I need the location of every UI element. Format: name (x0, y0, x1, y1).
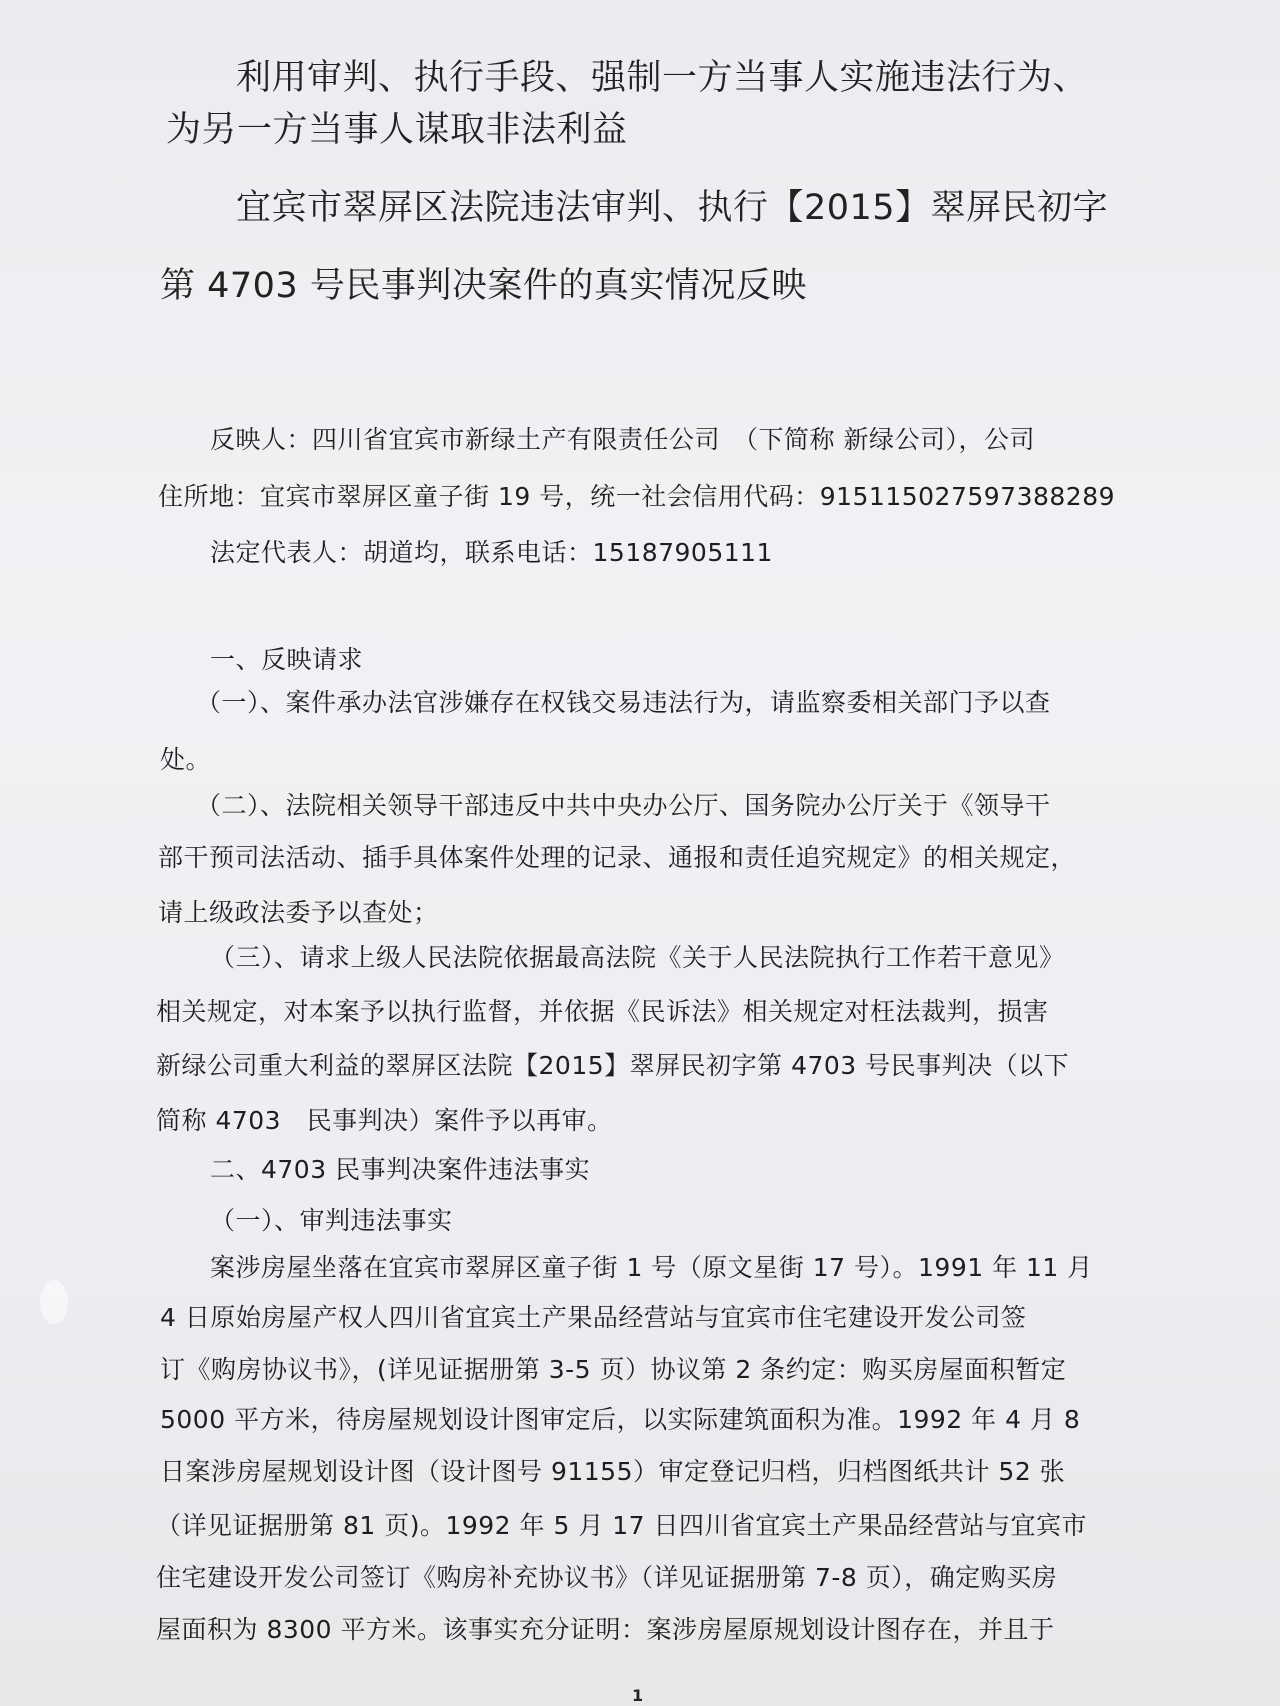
section1-item1-line1: （一）、案件承办法官涉嫌存在权钱交易违法行为，请监察委相关部门予以查 (196, 688, 1051, 717)
section2-sub1: （一）、审判违法事实 (210, 1206, 453, 1235)
section1-item3-line2: 相关规定，对本案予以执行监督，并依据《民诉法》相关规定对枉法裁判，损害 (156, 997, 1049, 1026)
section1-item2-line3: 请上级政法委予以查处； (158, 898, 439, 927)
section2-para-line-3: 订《购房协议书》，(详见证据册第 3-5 页）协议第 2 条约定：购买房屋面积暂定 (160, 1355, 1067, 1384)
section2-para-line-2: 4 日原始房屋产权人四川省宜宾土产果品经营站与宜宾市住宅建设开发公司签 (160, 1303, 1027, 1332)
section2-para-line-6: （详见证据册第 81 页)。1992 年 5 月 17 日四川省宜宾土产果品经营站与宜宾市 (156, 1511, 1088, 1540)
title-line-1: 利用审判、执行手段、强制一方当事人实施违法行为、 (236, 58, 1089, 98)
reporter-line-1: 反映人：四川省宜宾市新绿土产有限责任公司 （下简称 新绿公司），公司 (210, 425, 1035, 454)
section1-item1-line2: 处。 (160, 745, 212, 774)
section2-heading: 二、4703 民事判决案件违法事实 (210, 1155, 591, 1184)
section2-para-line-1: 案涉房屋坐落在宜宾市翠屏区童子街 1 号（原文星街 17 号）。1991 年 11 月 (210, 1253, 1093, 1282)
section1-item2-line2: 部干预司法活动、插手具体案件处理的记录、通报和责任追究规定》的相关规定， (158, 843, 1077, 872)
reporter-line-3: 法定代表人：胡道均，联系电话：15187905111 (210, 538, 773, 567)
section2-para-line-8: 屋面积为 8300 平方米。该事实充分证明：案涉房屋原规划设计图存在，并且于 (156, 1615, 1055, 1644)
section1-heading: 一、反映请求 (210, 645, 364, 674)
title-line-2: 为另一方当事人谋取非法利益 (166, 110, 628, 150)
section1-item3-line1: （三）、请求上级人民法院依据最高法院《关于人民法院执行工作若干意见》 (210, 943, 1065, 972)
section2-para-line-5: 日案涉房屋规划设计图（设计图号 91155）审定登记归档，归档图纸共计 52 张 (160, 1457, 1066, 1486)
section1-item2-line1: （二）、法院相关领导干部违反中共中央办公厅、国务院办公厅关于《领导干 (196, 791, 1051, 820)
section1-item3-line3: 新绿公司重大利益的翠屏区法院【2015】翠屏民初字第 4703 号民事判决（以下 (156, 1051, 1070, 1080)
title-line-3: 宜宾市翠屏区法院违法审判、执行【2015】翠屏民初字 (236, 188, 1109, 228)
section2-para-line-7: 住宅建设开发公司签订《购房补充协议书》（详见证据册第 7-8 页），确定购买房 (156, 1563, 1058, 1592)
section1-item3-line4: 简称 4703 民事判决）案件予以再审。 (156, 1106, 613, 1135)
title-line-4: 第 4703 号民事判决案件的真实情况反映 (160, 266, 807, 306)
page-number: 1 (632, 1686, 644, 1705)
reporter-line-2: 住所地：宜宾市翠屏区童子街 19 号，统一社会信用代码：91511502759738828​9 (158, 482, 1116, 511)
section2-para-line-4: 5000 平方米，待房屋规划设计图审定后，以实际建筑面积为准。1992 年 4 月 8 (160, 1405, 1081, 1434)
paper-smudge (40, 1280, 68, 1324)
